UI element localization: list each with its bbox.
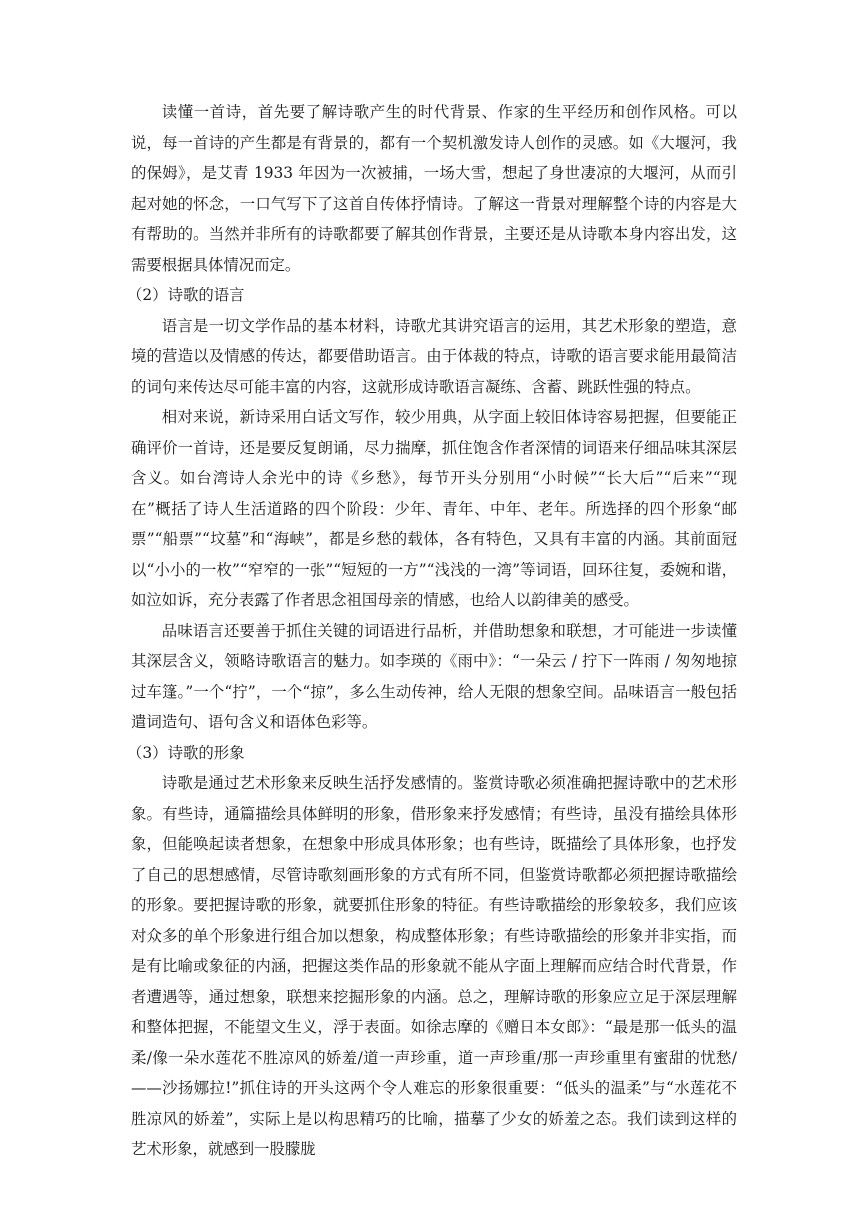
document-body	[127, 97, 737, 1165]
paragraph-image-analysis: 诗歌是通过艺术形象来反映生活抒发感情的。鉴赏诗歌必须准确把握诗歌中的艺术形象。有些诗，通篇描绘具体鲜明的形象，借形象来抒发感情；有些诗，虽没有描绘具体形象，但能唤起读者想象，在想象中形成具体形象；也有些诗，既描绘了具体形象，也抒发了自己的思想感情，尽管诗歌刻画形象的方式有所不同，但鉴赏诗歌都必须把握诗歌描绘的形象。要把握诗歌的形象，就要抓住形象的特征。有些诗歌描绘的形象较多，我们应该对众多的单个形象进行组合加以想象，构成整体形象；有些诗歌描绘的形象并非实指，而是有比喻或象征的内涵，把握这类作品的形象就不能从字面上理解而应结合时代背景，作者遭遇等，通过想象，联想来挖掘形象的内涵。总之，理解诗歌的形象应立足于深层理解和整体把握，不能望文生义，浮于表面。如徐志摩的《赠日本女郎》：“最是那一低头的温柔/像一朵水莲花不胜凉风的娇羞/道一声珍重，道一声珍重/那一声珍重里有蜜甜的忧愁/——沙扬娜拉!”抓住诗的开头这两个令人难忘的形象很重要：“低头的温柔”与“水莲花不胜凉风的娇羞”，实际上是以构思精巧的比喻，描摹了少女的娇羞之态。我们读到这样的艺术形象，就感到一股朦胧	[131, 774, 737, 1158]
section-heading-image: （3）诗歌的形象	[127, 743, 245, 762]
paragraph-language-intro: 语言是一切文学作品的基本材料，诗歌尤其讲究语言的运用，其艺术形象的塑造，意境的营造以及情感的传达，都要借助语言。由于体裁的特点，诗歌的语言要求能用最简洁的词句来传达尽可能丰富的内容，这就形成诗歌语言凝练、含蓄、跳跃性强的特点。	[131, 316, 737, 396]
paragraph-language-keywords: 品味语言还要善于抓住关键的词语进行品析，并借助想象和联想，才可能进一步读懂其深层含义，领略诗歌语言的魅力。如李瑛的《雨中》：“一朵云 / 拧下一阵雨 / 匆匆地掠过车篷。”一个“拧”，一个“掠”，多么生动传神，给人无限的想象空间。品味语言一般包括遣词造句、语句含义和语体色彩等。	[131, 621, 737, 731]
section-heading-language: （2）诗歌的语言	[127, 286, 245, 304]
paragraph-background: 读懂一首诗，首先要了解诗歌产生的时代背景、作家的生平经历和创作风格。可以说，每一首诗的产生都是有背景的，都有一个契机激发诗人创作的灵感。如《大堰河，我的保姆》，是艾青 1933 年因为一次被捕，一场大雪，想起了身世凄凉的大堰河，从而引起对她的怀念，一口气写下了这首自传体抒情诗。了解这一背景对理解整个诗的内容是大有帮助的。当然并非所有的诗歌都要了解其创作背景，主要还是从诗歌本身内容出发，这需要根据具体情况而定。	[131, 103, 737, 274]
paragraph-language-xiangchou: 相对来说，新诗采用白话文写作，较少用典，从字面上较旧体诗容易把握，但要能正确评价一首诗，还是要反复朗诵，尽力揣摩，抓住饱含作者深情的词语来仔细品味其深层含义。如台湾诗人余光中的诗《乡愁》，每节开头分别用“小时候”“长大后”“后来”“现在”概括了诗人生活道路的四个阶段：少年、青年、中年、老年。所选择的四个形象“邮票”“船票”“坟墓”和“海峡”，都是乡愁的载体，各有特色，又具有丰富的内涵。其前面冠以“小小的一枚”“窄窄的一张”“短短的一方”“浅浅的一湾”等词语，回环往复，委婉和谐，如泣如诉，充分表露了作者思念祖国母亲的情感，也给人以韵律美的感受。	[131, 408, 737, 609]
